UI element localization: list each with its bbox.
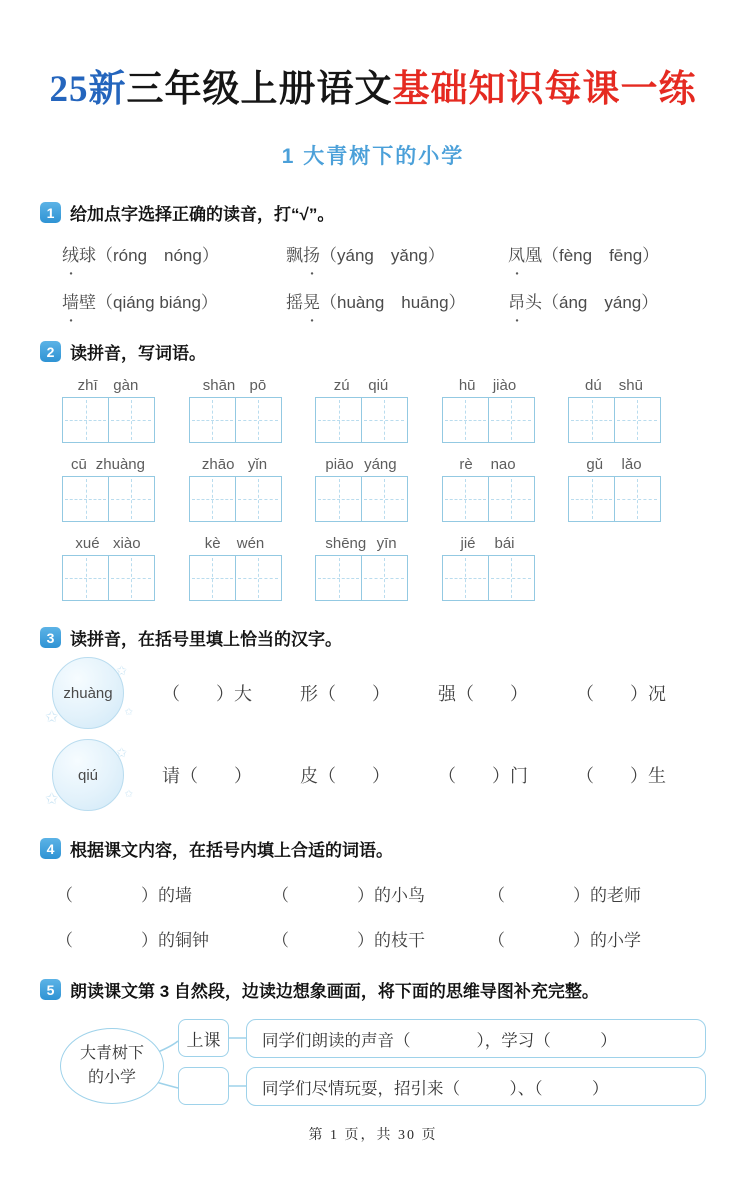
question-number-badge: 2 [40,341,61,362]
q4-row-2 [56,926,706,951]
writing-grid[interactable] [442,397,535,443]
fill-blank-item[interactable]: （ ）的小学 [488,931,641,950]
pinyin-options: （huàng huāng） [320,293,466,312]
writing-grid[interactable] [442,476,535,522]
writing-grid[interactable] [62,476,155,522]
fill-blank-item[interactable]: 请（ ） [162,766,252,786]
q1-option-row [62,241,706,266]
dotted-char: 绒 ● [62,241,79,266]
title-part-red: 基础知识每课一练 [392,69,697,110]
fill-blank-item[interactable]: （ ）况 [576,684,666,704]
q1-item-yaohuang[interactable] [286,288,508,313]
star-icon: ✩ [124,789,133,800]
pinyin-label: shān pō [202,377,267,394]
writing-grid[interactable] [62,397,155,443]
pinyin-grid-row-1 [62,377,706,443]
fill-blank-item[interactable]: （ ）大 [162,684,252,704]
pinyin-grid [62,456,189,522]
writing-grid[interactable] [442,555,535,601]
question-1-header [40,200,706,225]
writing-grid[interactable] [315,397,408,443]
writing-grid[interactable] [189,555,282,601]
char: 凰 [525,246,542,265]
q1-item-angtou[interactable] [508,288,706,313]
pinyin-grid [568,456,695,522]
fill-blank-item[interactable]: （ ）的老师 [488,886,641,905]
question-4-header [40,836,706,861]
pinyin-grid [568,377,695,443]
dotted-char: 晃 ● [303,288,320,313]
title-part-black: 三年级上册语文 [126,69,393,110]
pinyin-grid [442,456,569,522]
pinyin-label: xué xiào [75,535,141,552]
root-line-1: 大青树下 [79,1045,144,1062]
question-3-header [40,625,706,650]
char: 飘 [286,246,303,265]
pinyin-grid [442,535,569,601]
pinyin-options: （fèng fēng） [542,246,660,265]
pinyin-options: （qiáng biáng） [96,293,218,312]
pinyin-grid [315,456,442,522]
bubble-pinyin: zhuàng [63,684,113,702]
pinyin-label: cū zhuàng [70,456,145,473]
question-number-badge: 5 [40,979,61,1000]
question-1-prompt: 给加点字选择正确的读音，打“√”。 [70,205,335,224]
pinyin-label: dú shū [585,377,643,394]
q1-option-row [62,288,706,313]
writing-grid[interactable] [62,555,155,601]
q1-item-rongqiu[interactable] [62,241,286,266]
mindmap-branch-shangke: 上课 [178,1019,229,1057]
q3-fill-items [162,762,714,788]
pinyin-grid [189,535,316,601]
question-3-prompt: 读拼音，在括号里填上恰当的汉字。 [70,630,342,649]
char: 头 [525,293,542,312]
dotted-char: 墙 ● [62,288,79,313]
fill-blank-item[interactable]: （ ）生 [576,766,666,786]
question-5-prompt: 朗读课文第 3 自然段，边读边想象画面，将下面的思维导图补充完整。 [70,982,599,1001]
writing-grid[interactable] [315,555,408,601]
fill-blank-item[interactable]: （ ）的墙 [56,886,192,905]
pinyin-label: kè wén [204,535,265,552]
question-5-header [40,977,706,1002]
q1-item-fenghuang[interactable] [508,241,706,266]
lesson-title: 1 大青树下的小学 [281,145,465,168]
char: 球 [79,246,96,265]
fill-blank-item[interactable]: 强（ ） [438,684,528,704]
writing-grid[interactable] [568,476,661,522]
star-icon: ✩ [116,745,127,760]
q4-row-1 [56,881,706,906]
pinyin-grid [315,377,442,443]
pinyin-bubble [45,739,133,811]
pinyin-options: （róng nóng） [96,246,219,265]
pinyin-grid [442,377,569,443]
pinyin-grid [315,535,442,601]
pinyin-grid [189,377,316,443]
pinyin-bubble [45,657,133,729]
q3-fill-items [162,680,714,706]
pinyin-grid [62,377,189,443]
star-icon: ✩ [45,791,59,808]
question-2-prompt: 读拼音，写词语。 [70,344,206,363]
question-5 [40,977,706,1120]
star-icon: ✩ [116,663,127,678]
dotted-char: 凤 ● [508,241,525,266]
root-line-2: 的小学 [87,1069,136,1086]
question-2 [40,339,706,601]
pinyin-options: （yáng yǎng） [320,246,445,265]
writing-grid[interactable] [568,397,661,443]
pinyin-label: jié bái [460,535,515,552]
q1-item-piaoyang[interactable] [286,241,508,266]
pinyin-label: hū jiào [458,377,517,394]
mindmap-leaf-2[interactable]: 同学们尽情玩耍，招引来（ ）、（ ） [246,1067,706,1106]
question-3 [40,625,706,814]
fill-blank-item[interactable]: （ ）门 [438,766,528,786]
question-number-badge: 4 [40,838,61,859]
question-2-header [40,339,706,364]
question-1 [40,200,706,313]
pinyin-grid-row-2 [62,456,706,522]
writing-grid[interactable] [315,476,408,522]
question-1-options [62,241,706,313]
pinyin-label: gǔ lǎo [586,456,642,473]
bubble-pinyin: qiú [77,766,99,784]
pinyin-label: zú qiú [333,377,389,394]
char: 壁 [79,293,96,312]
fill-blank-item[interactable]: （ ）的枝干 [272,931,425,950]
star-icon: ✩ [124,707,133,718]
mindmap-root-node [60,1028,164,1104]
mindmap-leaf-1[interactable]: 同学们朗读的声音（ ），学习（ ） [246,1019,706,1058]
question-4 [40,836,706,951]
dotted-char: 扬 ● [303,241,320,266]
pinyin-label: piāo yáng [325,456,397,473]
fill-blank-item[interactable]: 形（ ） [300,684,390,704]
mind-map [40,1016,706,1120]
question-number-badge: 1 [40,202,61,223]
question-number-badge: 3 [40,627,61,648]
pinyin-options: （áng yáng） [542,293,659,312]
title-part-blue: 25新 [49,69,127,110]
question-4-prompt: 根据课文内容，在括号内填上合适的词语。 [70,841,393,860]
worksheet-page [0,58,746,1120]
writing-grid[interactable] [189,476,282,522]
pinyin-label: zhī gàn [77,377,139,394]
pinyin-label: rè nao [459,456,516,473]
page-footer: 第 1 页，共 30 页 [308,1128,438,1143]
char: 摇 [286,293,303,312]
fill-blank-item[interactable]: 皮（ ） [300,766,390,786]
page-title [40,58,706,112]
pinyin-label: zhāo yǐn [201,456,268,473]
fill-blank-item[interactable]: （ ）的小鸟 [272,886,425,905]
pinyin-label: shēng yīn [325,535,397,552]
pinyin-grid [189,456,316,522]
fill-blank-item[interactable]: （ ）的铜钟 [56,931,209,950]
dotted-char: 昂 ● [508,288,525,313]
pinyin-grid-row-3 [62,535,706,601]
pinyin-grid [62,535,189,601]
q3-row-zhuang [45,654,706,732]
q3-row-qiu [45,736,706,814]
writing-grid[interactable] [189,397,282,443]
star-icon: ✩ [45,709,59,726]
q1-item-qiangbi[interactable] [62,288,286,313]
mindmap-branch-empty[interactable] [178,1067,229,1105]
